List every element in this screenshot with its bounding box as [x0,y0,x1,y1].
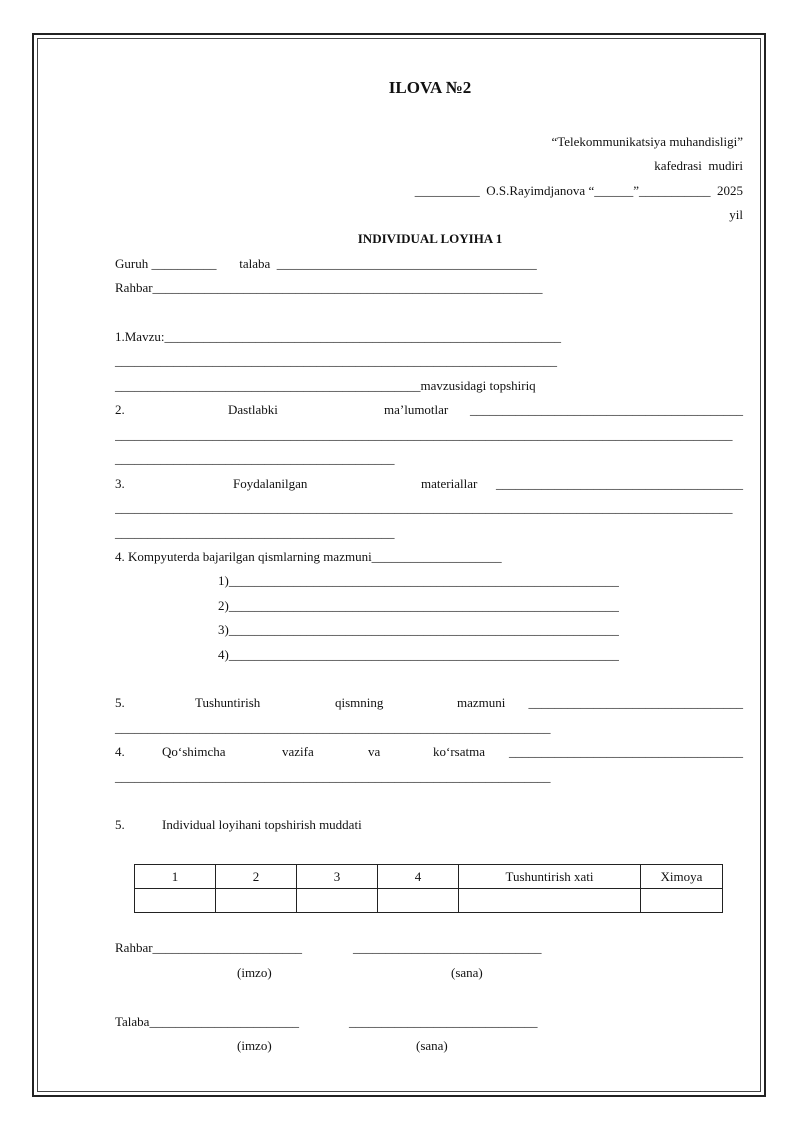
rahbar-date: _____________________________ [353,940,542,955]
deadline-cell-1 [135,889,216,913]
talaba-imzo-caption: (imzo) [237,1038,272,1053]
deadline-cell-2 [216,889,297,913]
qoshimcha-line-2: ___________________________________________________________________ [115,769,551,784]
dastlabki-tail: __________________________________________ [470,402,743,417]
rahbar-signature: Rahbar_______________________ [115,940,303,955]
tushuntirish-word-2: qismning [335,695,384,710]
deadline-table-empty-row [135,889,723,913]
tushuntirish-number: 5. [115,695,125,710]
deadline-cell-ximoya [641,889,723,913]
kompyuter-item-2: 2)____________________________________________________________ [218,598,619,613]
talaba-sana-caption: (sana) [416,1038,448,1053]
deadline-table [134,864,723,913]
dastlabki-line-3: ___________________________________________ [115,451,395,466]
approval-line-4: yil [729,207,743,222]
dastlabki-word-1: Dastlabki [228,402,278,417]
foydalanilgan-line-2: _______________________________________________________________________________________________ [115,500,733,515]
rahbar-field: Rahbar____________________________________________________________ [115,280,543,295]
mavzu-line-3: _______________________________________________mavzusidagi topshiriq [115,378,536,393]
deadline-header-4: 4 [378,865,459,889]
dastlabki-number: 2. [115,402,125,417]
deadline-cell-4 [378,889,459,913]
foydalanilgan-word-1: Foydalanilgan [233,476,308,491]
foydalanilgan-line-3: ___________________________________________ [115,525,395,540]
approval-line-2: kafedrasi mudiri [654,158,743,173]
tushuntirish-line-2: ___________________________________________________________________ [115,720,551,735]
foydalanilgan-tail: ______________________________________ [496,476,743,491]
tushuntirish-tail: _________________________________ [528,695,743,710]
approval-line-1: “Telekommunikatsiya muhandisligi” [551,134,743,149]
qoshimcha-word-2: vazifa [282,744,314,759]
tushuntirish-word-1: Tushuntirish [195,695,261,710]
deadline-header-tushuntirish: Tushuntirish xati [459,865,641,889]
rahbar-imzo-caption: (imzo) [237,965,272,980]
dastlabki-line-2: _______________________________________________________________________________________________ [115,427,733,442]
qoshimcha-tail: ____________________________________ [509,744,743,759]
qoshimcha-word-3: va [368,744,381,759]
deadline-cell-3 [297,889,378,913]
rahbar-sana-caption: (sana) [451,965,483,980]
qoshimcha-number: 4. [115,744,125,759]
deadline-header-2: 2 [216,865,297,889]
kompyuter-item-1: 1)____________________________________________________________ [218,573,619,588]
muddati-number: 5. [115,817,125,832]
tushuntirish-word-3: mazmuni [457,695,506,710]
mavzu-field: 1.Mavzu:_____________________________________________________________ [115,329,561,344]
qoshimcha-word-4: ko‘rsatma [433,744,485,759]
talaba-date: _____________________________ [349,1014,538,1029]
muddati-label: Individual loyihani topshirish muddati [162,817,362,832]
kompyuter-item-3: 3)____________________________________________________________ [218,622,619,637]
mavzu-line-2: ____________________________________________________________________ [115,353,557,368]
deadline-header-1: 1 [135,865,216,889]
dastlabki-word-2: ma’lumotlar [384,402,449,417]
kompyuter-item-4: 4)____________________________________________________________ [218,647,619,662]
kompyuter-field: 4. Kompyuterda bajarilgan qismlarning mazmuni____________________ [115,549,502,564]
deadline-cell-tushuntirish [459,889,641,913]
heading: ILOVA №2 [388,78,472,97]
foydalanilgan-number: 3. [115,476,125,491]
guruh-field: Guruh __________ talaba ________________________________________ [115,256,537,271]
deadline-header-3: 3 [297,865,378,889]
approval-line-3: __________ O.S.Rayimdjanova “______”___________ 2025 [414,183,743,198]
talaba-signature: Talaba_______________________ [115,1014,299,1029]
deadline-table-header-row [135,865,723,889]
project-title: INDIVIDUAL LOYIHA 1 [357,231,503,246]
qoshimcha-word-1: Qo‘shimcha [162,744,226,759]
foydalanilgan-word-2: materiallar [421,476,478,491]
deadline-header-ximoya: Ximoya [641,865,723,889]
